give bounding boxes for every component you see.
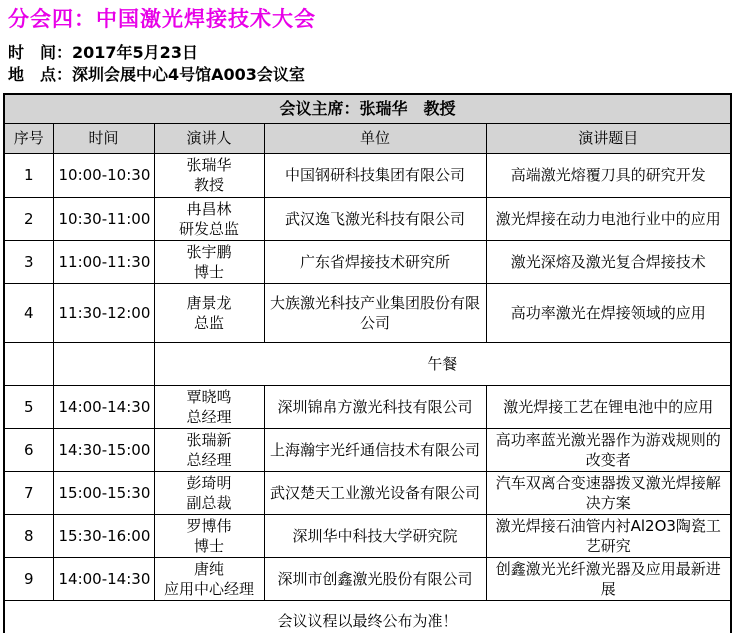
footer-note: 会议议程以最终公布为准！ xyxy=(4,600,731,633)
cell-time: 11:30-12:00 xyxy=(53,283,154,342)
cell-time: 15:30-16:00 xyxy=(53,514,154,557)
cell-time: 14:00-14:30 xyxy=(53,557,154,600)
speaker-title: 总经理 xyxy=(186,450,232,469)
table-row xyxy=(4,240,731,283)
table-row xyxy=(4,557,731,600)
cell-time: 10:30-11:00 xyxy=(53,197,154,240)
col-header-topic: 演讲题目 xyxy=(486,123,731,153)
speaker-name: 张瑞新 xyxy=(186,430,232,449)
cell-speaker xyxy=(154,283,264,342)
cell-org: 中国钢研科技集团有限公司 xyxy=(264,153,486,197)
chairman-row xyxy=(4,94,731,123)
cell-speaker xyxy=(154,471,264,514)
cell-topic: 汽车双离合变速器拨叉激光焊接解决方案 xyxy=(486,471,731,514)
speaker-title: 总经理 xyxy=(186,407,232,426)
cell-speaker xyxy=(154,385,264,428)
table-row xyxy=(4,428,731,471)
cell-topic: 高功率蓝光激光器作为游戏规则的改变者 xyxy=(486,428,731,471)
meta-place xyxy=(8,64,734,86)
cell-topic: 激光焊接在动力电池行业中的应用 xyxy=(486,197,731,240)
cell-speaker xyxy=(154,240,264,283)
cell-no: 5 xyxy=(4,385,53,428)
agenda-table xyxy=(3,93,732,633)
cell-topic: 高端激光熔覆刀具的研究开发 xyxy=(486,153,731,197)
table-row xyxy=(4,197,731,240)
speaker-title: 博士 xyxy=(193,536,224,555)
speaker-title: 研发总监 xyxy=(178,219,239,238)
cell-time: 14:00-14:30 xyxy=(53,385,154,428)
cell-speaker xyxy=(154,428,264,471)
cell-time: 14:30-15:00 xyxy=(53,428,154,471)
cell-no: 7 xyxy=(4,471,53,514)
speaker-name: 唐纯 xyxy=(193,559,224,578)
speaker-title: 教授 xyxy=(193,176,224,194)
cell-topic: 激光深熔及激光复合焊接技术 xyxy=(486,240,731,283)
table-row xyxy=(4,514,731,557)
cell-no: 1 xyxy=(4,153,53,197)
col-header-org: 单位 xyxy=(264,123,486,153)
meta-block xyxy=(8,42,734,86)
column-header-row xyxy=(4,123,731,153)
cell-speaker xyxy=(154,197,264,240)
speaker-name: 彭琦明 xyxy=(186,473,232,492)
cell-no: 8 xyxy=(4,514,53,557)
speaker-name: 唐景龙 xyxy=(186,293,232,312)
cell-time: 11:00-11:30 xyxy=(53,240,154,283)
speaker-title: 副总裁 xyxy=(186,493,232,512)
col-header-time: 时间 xyxy=(53,123,154,153)
col-header-speaker: 演讲人 xyxy=(154,123,264,153)
meta-place-value: 深圳会展中心4号馆A003会议室 xyxy=(72,65,305,84)
speaker-title: 总监 xyxy=(193,313,224,332)
cell-speaker xyxy=(154,153,264,197)
speaker-name: 罗博伟 xyxy=(186,516,232,535)
speaker-name: 冉昌林 xyxy=(186,199,232,218)
meta-place-label: 地 点： xyxy=(8,65,73,84)
cell-org: 大族激光科技产业集团股份有限公司 xyxy=(264,283,486,342)
empty-cell xyxy=(4,342,53,385)
empty-cell xyxy=(53,342,154,385)
speaker-name: 张宇鹏 xyxy=(186,242,232,261)
cell-org: 上海瀚宇光纤通信技术有限公司 xyxy=(264,428,486,471)
cell-no: 2 xyxy=(4,197,53,240)
cell-topic: 创鑫激光光纤激光器及应用最新进展 xyxy=(486,557,731,600)
table-row xyxy=(4,153,731,197)
cell-speaker xyxy=(154,557,264,600)
cell-no: 9 xyxy=(4,557,53,600)
cell-speaker xyxy=(154,514,264,557)
lunch-cell: 午餐 xyxy=(154,342,731,385)
page-title: 分会四：中国激光焊接技术大会 xyxy=(8,7,316,31)
cell-topic: 激光焊接石油管内衬Al2O3陶瓷工艺研究 xyxy=(486,514,731,557)
cell-org: 武汉楚天工业激光设备有限公司 xyxy=(264,471,486,514)
cell-topic: 激光焊接工艺在锂电池中的应用 xyxy=(486,385,731,428)
cell-topic: 高功率激光在焊接领域的应用 xyxy=(486,283,731,342)
cell-org: 深圳锦帛方激光科技有限公司 xyxy=(264,385,486,428)
cell-org: 广东省焊接技术研究所 xyxy=(264,240,486,283)
table-row xyxy=(4,385,731,428)
meta-time xyxy=(8,42,734,64)
table-row xyxy=(4,283,731,342)
speaker-title: 应用中心经理 xyxy=(163,579,254,598)
speaker-name: 张瑞华 xyxy=(186,156,232,174)
cell-org: 武汉逸飞激光科技有限公司 xyxy=(264,197,486,240)
speaker-title: 博士 xyxy=(193,262,224,281)
col-header-no: 序号 xyxy=(4,123,53,153)
cell-org: 深圳华中科技大学研究院 xyxy=(264,514,486,557)
table-row xyxy=(4,471,731,514)
cell-time: 10:00-10:30 xyxy=(53,153,154,197)
meta-time-value: 2017年5月23日 xyxy=(72,43,198,62)
cell-no: 4 xyxy=(4,283,53,342)
footer-row xyxy=(4,600,731,633)
chairman-cell: 会议主席：张瑞华 教授 xyxy=(4,94,731,123)
cell-org: 深圳市创鑫激光股份有限公司 xyxy=(264,557,486,600)
meta-time-label: 时 间： xyxy=(8,43,73,62)
cell-no: 3 xyxy=(4,240,53,283)
lunch-row xyxy=(4,342,731,385)
speaker-name: 覃晓鸣 xyxy=(186,387,232,406)
cell-time: 15:00-15:30 xyxy=(53,471,154,514)
cell-no: 6 xyxy=(4,428,53,471)
